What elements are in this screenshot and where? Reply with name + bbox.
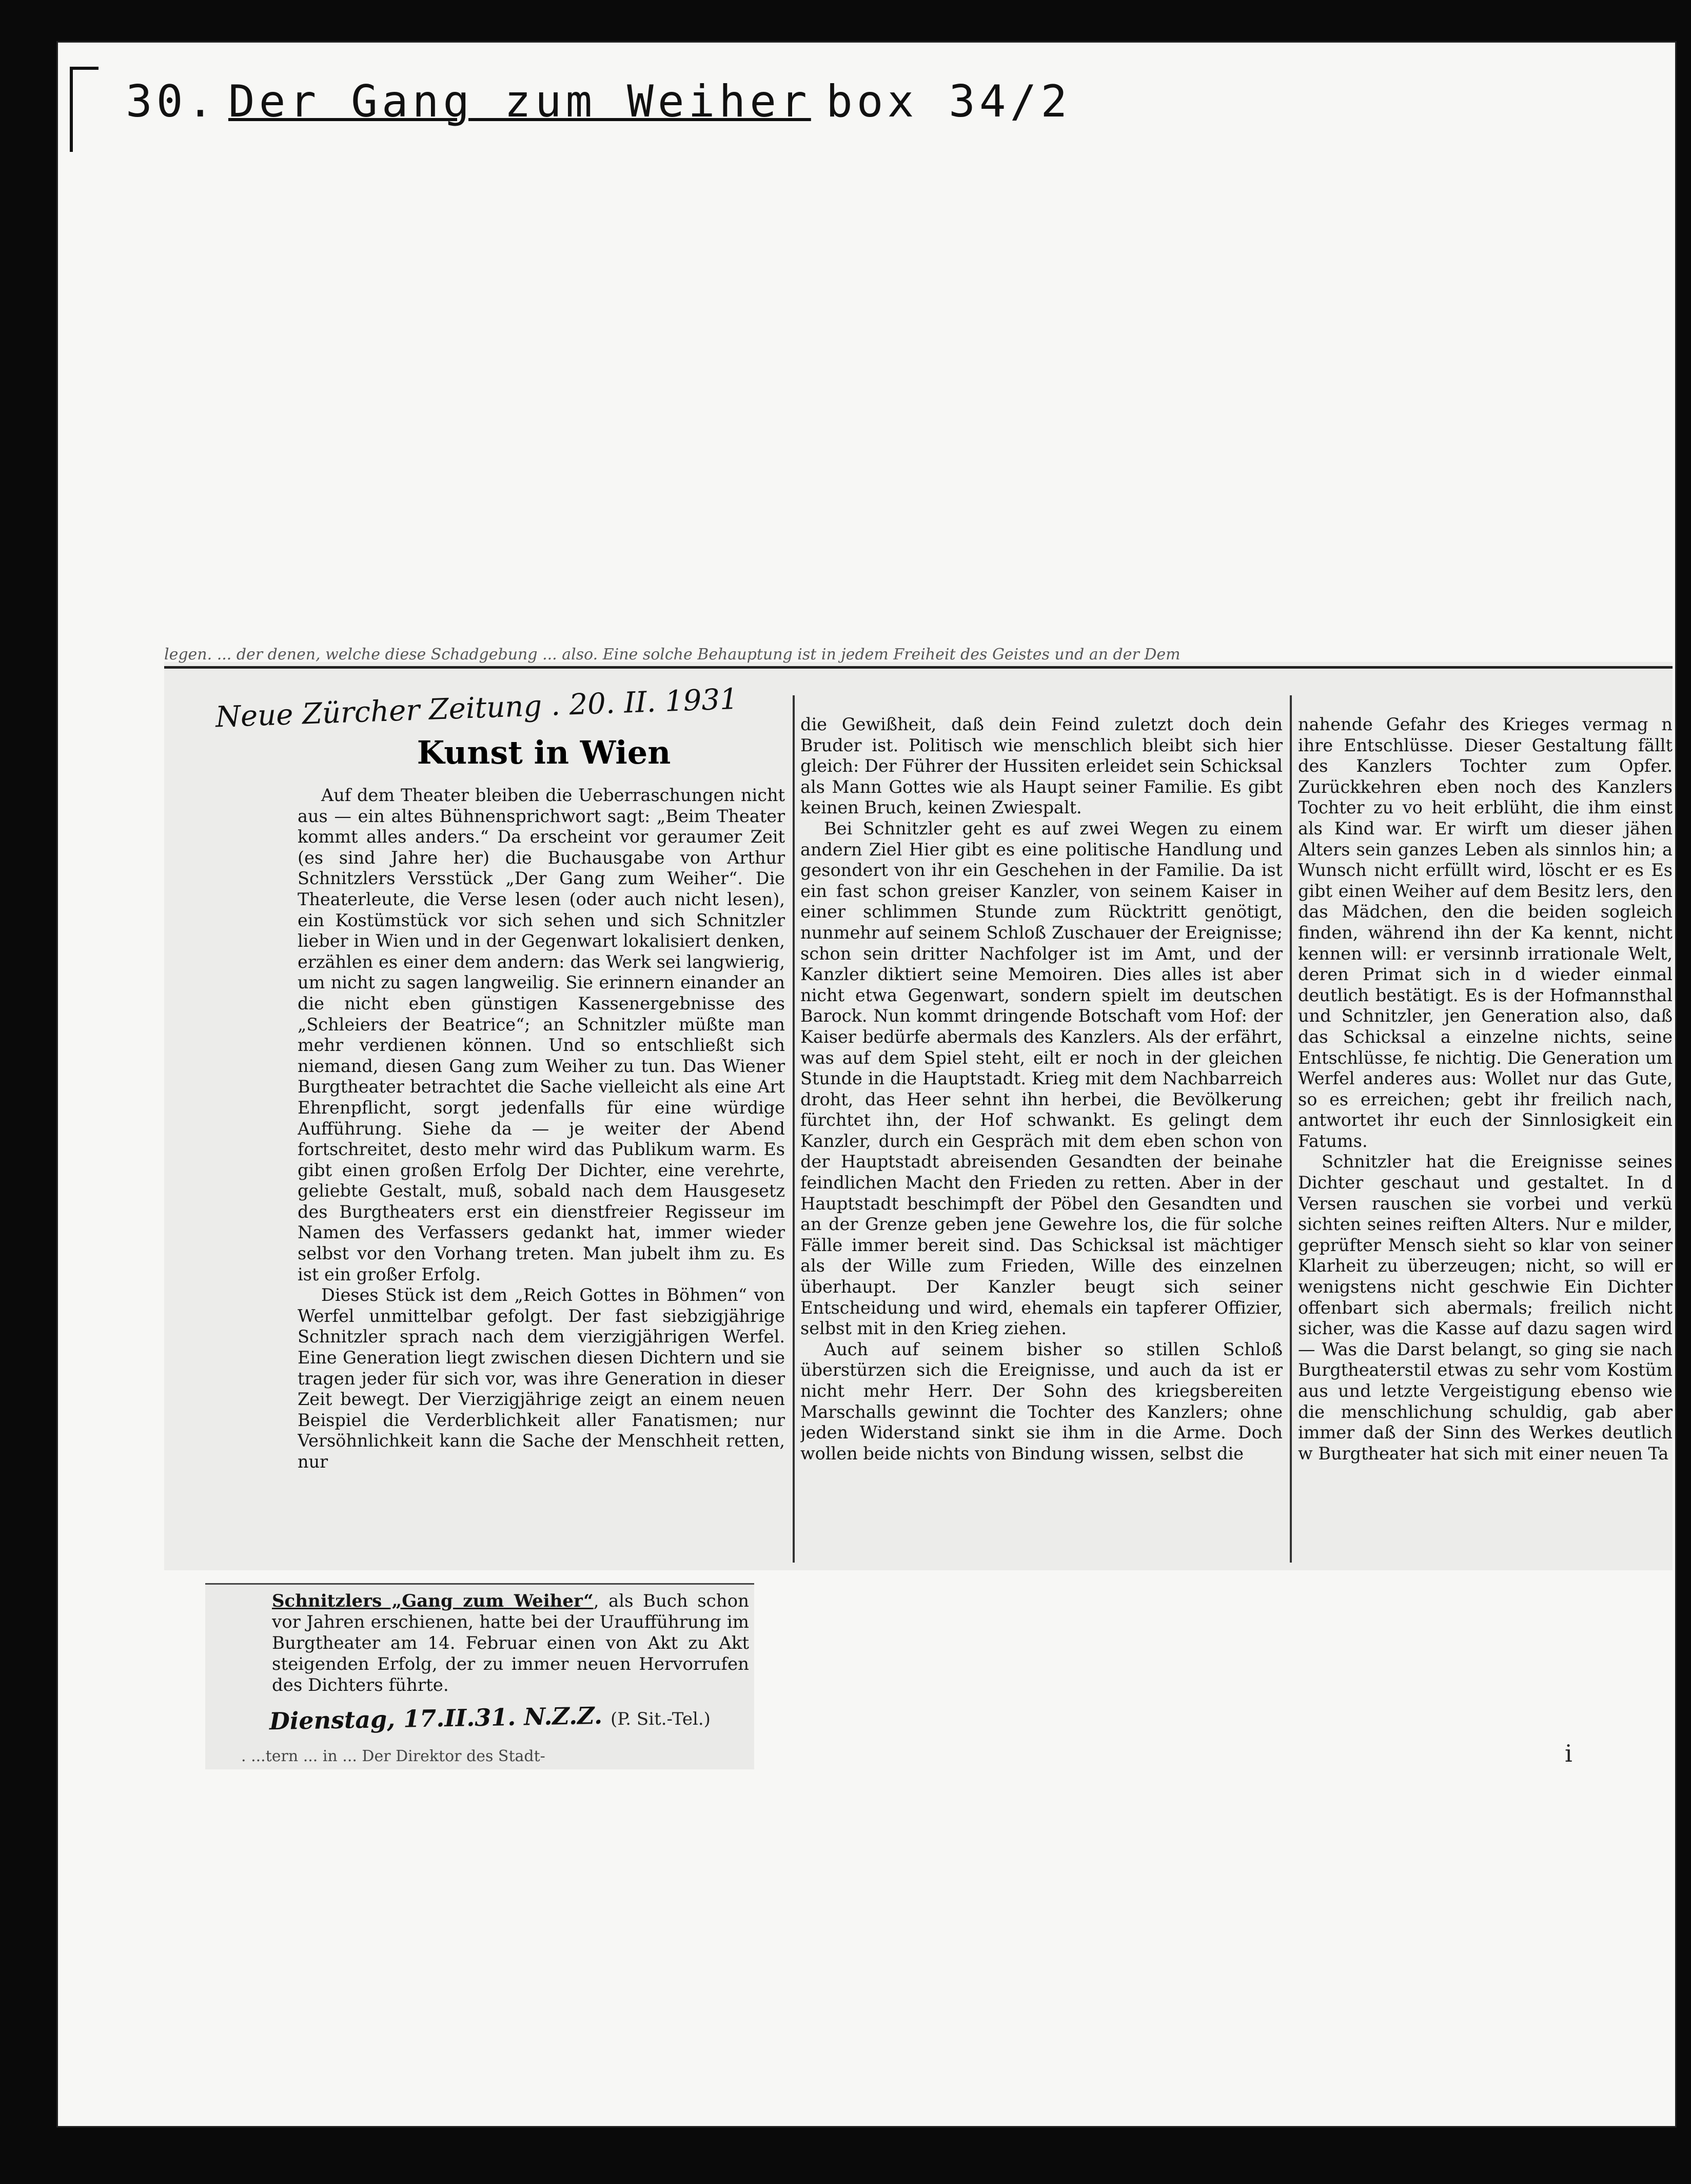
article-column-3 xyxy=(1298,714,1673,1566)
clipping-cut-line: legen. ... der denen, welche diese Schadgebung ... also. Eine solche Behauptung ist in jedem Freiheit des Geistes und an der Dem xyxy=(164,646,1673,669)
paragraph: Dieses Stück ist dem „Reich Gottes in Böhmen“ von Werfel unmittelbar gefolgt. Der fast siebzigjährige Schnitzler sprach nach dem vierzigjährigen Werfel. Eine Generation liegt zwischen diesen Dichtern und sie tragen jeder für sich vor, was ihre Generation in dieser Zeit bewegt. Der Vierzigjährige zeigt an einem neuen Beispiel die Verderblichkeit aller Fanatismen; nur Versöhnlichkeit kann die Sache der Menschheit retten, nur xyxy=(298,1285,785,1472)
article-column-1 xyxy=(298,785,785,1565)
box-label: box 34/2 xyxy=(826,76,1072,127)
paragraph: Bei Schnitzler geht es auf zwei Wegen zu einem andern Ziel Hier gibt es eine politische Handlung und gesondert von ihr ein Geschehen in der Familie. Da ist ein fast schon greiser Kanzler, von seinem Kaiser in einer schlimmen Stunde zum Rücktritt genötigt, nunmehr auf seinem Schloß Zuschauer der Ereignisse; schon sein dritter Nachfolger ist im Amt, und der Kanzler diktiert seine Memoiren. Dies alles ist aber nicht etwa Gegenwart, sondern spielt im deutschen Barock. Nun kommt dringende Botschaft vom Hof: der Kaiser bedürfe abermals des Kanzlers. Als der erfährt, was auf dem Spiel steht, eilt er noch in der gleichen Stunde in die Hauptstadt. Krieg mit dem Nachbarreich droht, das Heer sehnt ihn herbei, die Bevölkerung fürchtet ihn, der Hof schwankt. Es gelingt dem Kanzler, durch ein Gespräch mit dem eben schon von der Hauptstadt abreisenden Gesandten der beinahe feindlichen Macht den Frieden zu retten. Aber in der Hauptstadt beschimpft der Pöbel den Gesandten und an der Grenze geben jene Gewehre los, die für solche Fälle immer bereit sind. Das Schicksal ist mächtiger als der Wille zum Frieden, Wille des einzelnen überhaupt. Der Kanzler beugt sich seiner Entscheidung und wird, ehemals ein tapferer Offizier, selbst mit in den Krieg ziehen. xyxy=(800,818,1283,1339)
file-number: 30. xyxy=(126,76,218,127)
paragraph: nahende Gefahr des Krieges vermag n ihre Entschlüsse. Dieser Gestaltung fällt des Kanzlers Tochter zum Opfer. Zurückkehren eben noch des Kanzlers Tochter zu vo heit erblüht, die ihm einst als Kind war. Er wirft um dieser jähen Alters sein ganzes Leben als sinnlos hin; a Wunsch nicht erfüllt wird, löscht er es Es gibt einen Weiher auf dem Besitz lers, den das Mädchen, den die beiden sogleich finden, während ihn der Ka kennt, nicht kennen will: er versinnb irrationale Welt, deren Primat sich in d wieder einmal deutlich bestätigt. Es is der Hofmannsthal und Schnitzler, jen Generation also, daß das Schicksal a einzelne nichts, seine Entschlüsse, fe nichtig. Die Generation um Werfel anderes aus: Wollet nur das Gute, so es erreichen; gebt ihr freilich nach, antwortet ihr euch der Sinnlosigkeit ein Fatums. xyxy=(1298,714,1673,1151)
margin-mark: i xyxy=(1565,1740,1572,1767)
notice-body: , als Buch schon vor Jahren erschienen, hatte bei der Uraufführung im Burgtheater am 14. Februar einen von Akt zu Akt steigenden Erfolg, der zu immer neuen Hervorrufen des Dichters führte. xyxy=(272,1591,749,1695)
article-headline: Kunst in Wien xyxy=(417,734,671,771)
notice-source: (P. Sit.-Tel.) xyxy=(611,1709,711,1729)
column-rule xyxy=(1290,695,1292,1563)
paragraph: Auf dem Theater bleiben die Ueberraschungen nicht aus — ein altes Bühnensprichwort sagt: „Beim Theater kommt alles anders.“ Da erscheint vor geraumer Zeit (es sind Jahre her) die Buchausgabe von Arthur Schnitzlers Versstück „Der Gang zum Weiher“. Die Theaterleute, die Verse lesen (oder auch nicht lesen), ein Kostümstück vor sich sehen und sich Schnitzler lieber in Wien und in der Gegenwart lokalisiert denken, erzählen es einer dem andern: das Werk sei langwierig, um nicht zu sagen langweilig. Sie erinnern einander an die nicht eben günstigen Kassenergebnisse des „Schleiers der Beatrice“; an Schnitzler müßte man mehr verdienen können. Und so entschließt sich niemand, diesen Gang zum Weiher zu tun. Das Wiener Burgtheater betrachtet die Sache vielleicht als eine Art Ehrenpflicht, sorgt jedenfalls für eine würdige Aufführung. Siehe da — je weiter der Abend fortschreitet, desto mehr wird das Publikum warm. Es gibt einen großen Erfolg Der Dichter, eine verehrte, geliebte Gestalt, muß, sobald nach dem Hausgesetz des Burgtheaters erst ein dienstfreier Regisseur im Namen des Verfassers gedankt hat, immer wieder selbst vor den Vorhang treten. Man jubelt ihm zu. Es ist ein großer Erfolg. xyxy=(298,785,785,1284)
paragraph: die Gewißheit, daß dein Feind zuletzt doch dein Bruder ist. Politisch wie menschlich bleibt sich hier gleich: Der Führer der Hussiten erleidet sein Schicksal als Mann Gottes wie als Haupt seiner Familie. Es gibt keinen Bruch, keinen Zwiespalt. xyxy=(800,714,1283,818)
file-header xyxy=(126,76,1152,143)
file-title: Der Gang zum Weiher xyxy=(228,76,811,127)
article-column-2 xyxy=(800,714,1283,1566)
paragraph: Schnitzler hat die Ereignisse seines Dichter geschaut und gestaltet. In d Versen rauschen sie vorbei und verkü sichten seines reiften Alters. Nur e milder, geprüfter Mensch sieht so klar von seiner Klarheit zu überzeugen; nicht, so will er wenigstens nicht geschwie Ein Dichter offenbart sich abermals; freilich nicht sicher, was die Kasse auf dazu sagen wird — Was die Darst belangt, so ging sie nach Burgtheaterstil etwas zu sehr vom Kostüm aus und letzte Vergeistigung ebenso wie die menschlichung schuldig, gab aber immer daß der Sinn des Werkes deutlich w Burgtheater hat sich mit einer neuen Ta xyxy=(1298,1152,1673,1464)
corner-bracket xyxy=(70,67,99,152)
paragraph: Auch auf seinem bisher so stillen Schloß überstürzen sich die Ereignisse, und auch da ist er nicht mehr Herr. Der Sohn des kriegsbereiten Marschalls gewinnt die Tochter des Kanzlers; ohne jeden Widerstand sinkt sie ihm in die Arme. Doch wollen beide nichts von Bindung wissen, selbst die xyxy=(800,1339,1283,1464)
notice-cut-line: . ...tern ... in ... Der Direktor des Stadt- xyxy=(241,1747,545,1765)
notice-text xyxy=(272,1591,749,1719)
notice-headline: Schnitzlers „Gang zum Weiher“ xyxy=(272,1591,594,1611)
handwritten-date-note: Dienstag, 17.II.31. N.Z.Z. xyxy=(269,1701,603,1736)
column-rule xyxy=(793,695,795,1563)
handwritten-source-note: Neue Zürcher Zeitung . 20. II. 1931 xyxy=(214,682,739,734)
